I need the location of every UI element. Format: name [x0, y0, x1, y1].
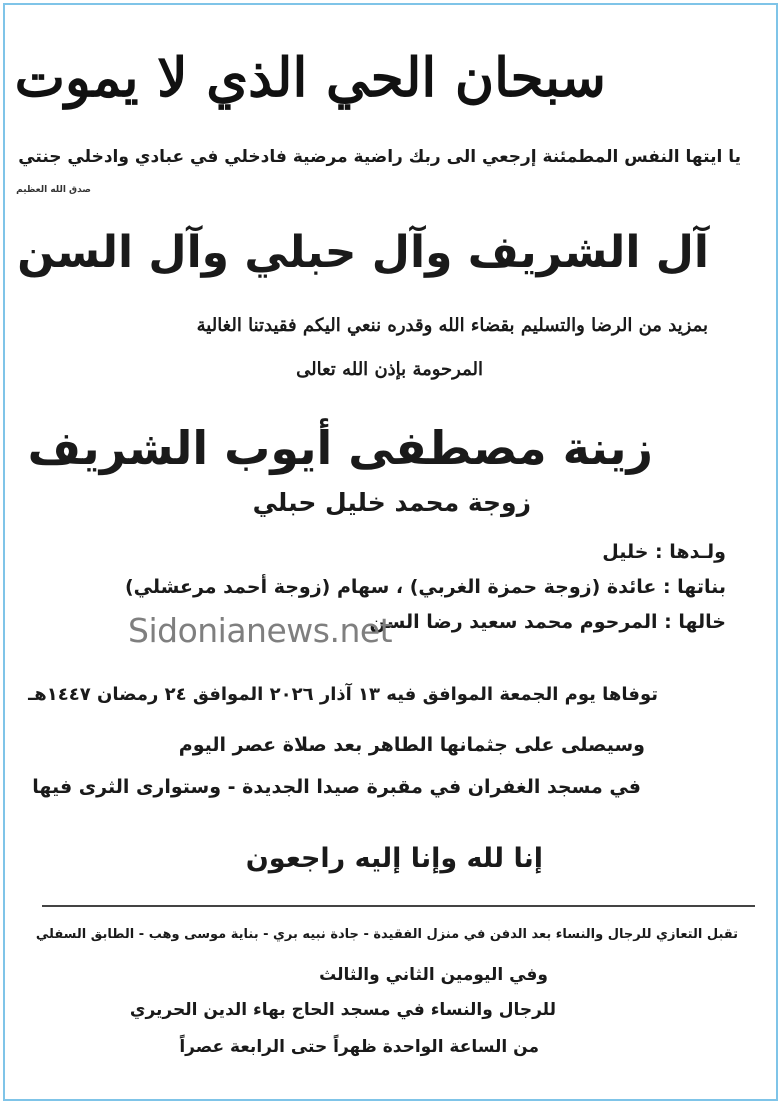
calligraphy-header: سبحان الحي الذي لا يموت: [14, 46, 606, 109]
relative-daughters: بناتها : عائدة (زوجة حمزة الغربي) ، سهام (زوجة أحمد مرعشلي): [125, 576, 726, 598]
relative-uncle: خالها : المرحوم محمد سعيد رضا السن: [369, 611, 726, 633]
site-watermark: Sidonianews.net: [128, 611, 393, 650]
death-date: توفاها يوم الجمعة الموافق فيه ١٣ آذار ٢٠٢٦ الموافق ٢٤ رمضان ١٤٤٧هـ: [28, 684, 658, 705]
closing-phrase: إنا لله وإنا إليه راجعون: [245, 843, 543, 874]
condolences-line-3: للرجال والنساء في مسجد الحاج بهاء الدين الحريري: [129, 1000, 556, 1020]
deceased-spouse: زوجة محمد خليل حبلي: [252, 488, 531, 517]
funeral-prayer: وسيصلى على جثمانها الطاهر بعد صلاة عصر اليوم: [178, 734, 645, 756]
family-names-heading: آل الشريف وآل حبلي وآل السن: [17, 227, 709, 278]
quran-verse: يا ايتها النفس المطمئنة إرجعي الى ربك راضية مرضية فادخلي في عبادي وادخلي جنتي: [18, 147, 741, 167]
condolences-line-1: تقبل التعازي للرجال والنساء بعد الدفن في منزل الفقيدة - جادة نبيه بري - بناية موسى وهب - الطابق السفلي: [35, 927, 738, 942]
condolences-line-2: وفي اليومين الثاني والثالث: [319, 965, 548, 985]
announcement-intro: بمزيد من الرضا والتسليم بقضاء الله وقدره ننعي اليكم فقيدتنا الغالية: [196, 315, 708, 336]
verse-attribution: صدق الله العظيم: [16, 185, 91, 195]
deceased-name: زينة مصطفى أيوب الشريف: [27, 421, 653, 475]
condolences-line-4: من الساعة الواحدة ظهراً حتى الرابعة عصراً: [179, 1037, 539, 1057]
burial-location: في مسجد الغفران في مقبرة صيدا الجديدة - وستوارى الثرى فيها: [32, 776, 641, 798]
announcement-intro-2: المرحومة بإذن الله تعالى: [296, 359, 483, 380]
section-divider: [42, 905, 755, 907]
relative-sons: ولـدها : خليل: [602, 541, 726, 563]
